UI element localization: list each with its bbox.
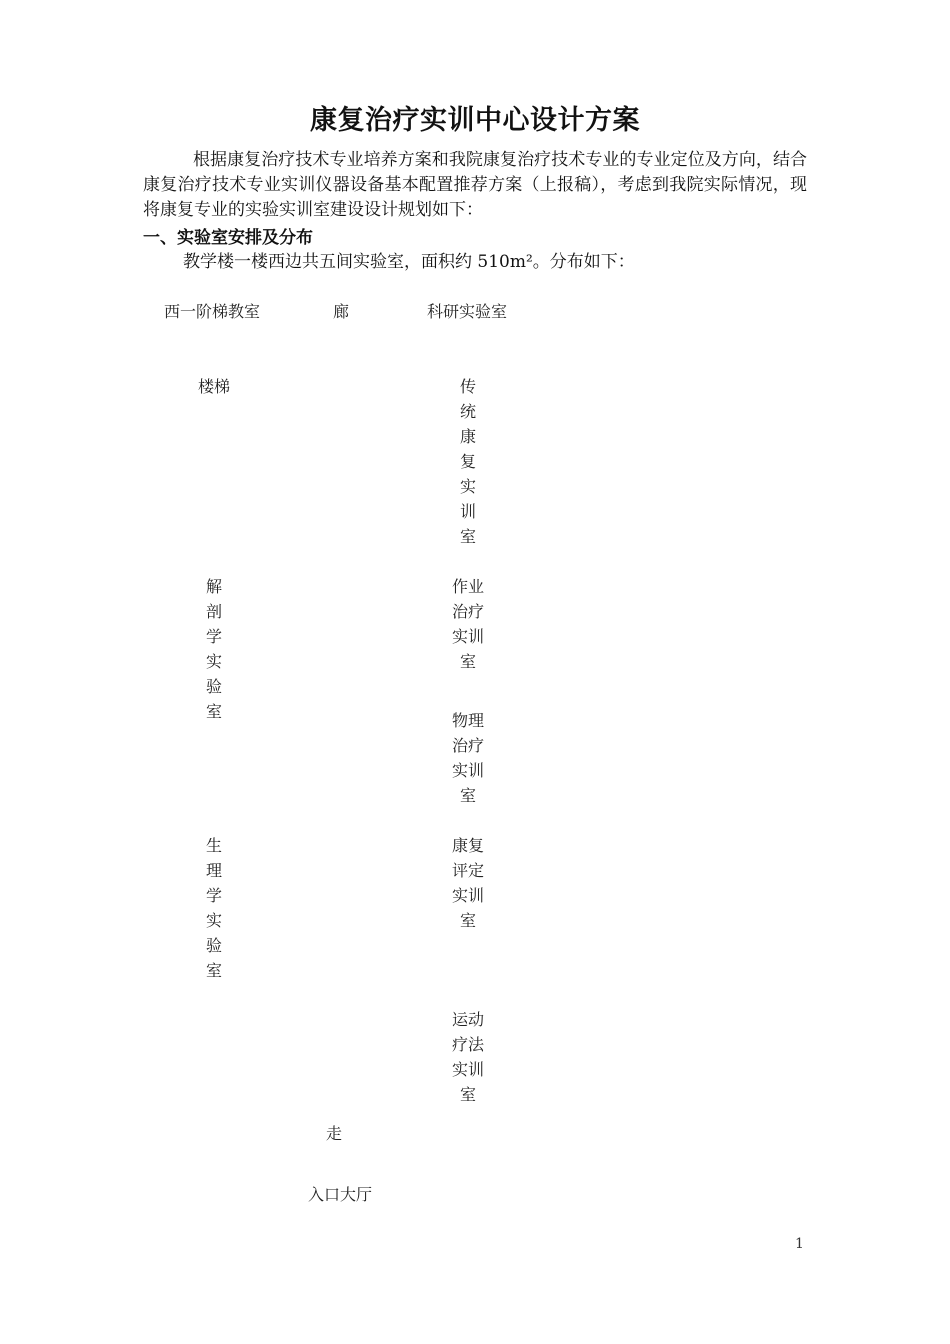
label-rehab-assessment: 康复评定实训室	[451, 836, 484, 930]
label-corridor-top: 廊	[333, 302, 350, 321]
label-west-classroom: 西一阶梯教室	[164, 302, 261, 321]
label-exercise-therapy: 运动疗法实训室	[451, 1010, 484, 1104]
section-heading: 一、实验室安排及分布	[143, 228, 313, 248]
label-entrance-hall: 入口大厅	[308, 1185, 373, 1204]
label-physical-therapy: 物理治疗实训室	[451, 711, 484, 805]
label-occupational-therapy: 作业治疗实训室	[451, 577, 484, 671]
label-traditional-rehab: 传统康复实训室	[459, 377, 476, 546]
label-research-lab: 科研实验室	[427, 302, 508, 321]
label-stairs: 楼梯	[198, 377, 231, 396]
page-number: 1	[795, 1236, 804, 1252]
label-anatomy-lab: 解剖学实验室	[205, 577, 222, 721]
document-title: 康复治疗实训中心设计方案	[310, 105, 640, 136]
intro-paragraph: 根据康复治疗技术专业培养方案和我院康复治疗技术专业的专业定位及方向，结合康复治疗技术专业实训仪器设备基本配置推荐方案（上报稿），考虑到我院实际情况，现将康复专业的实验实训室建设设计规划如下：	[143, 150, 807, 220]
section-paragraph: 教学楼一楼西边共五间实验室，面积约 510m²。分布如下：	[183, 252, 635, 272]
label-physiology-lab: 生理学实验室	[205, 836, 222, 980]
label-corridor-bottom: 走	[326, 1124, 343, 1143]
